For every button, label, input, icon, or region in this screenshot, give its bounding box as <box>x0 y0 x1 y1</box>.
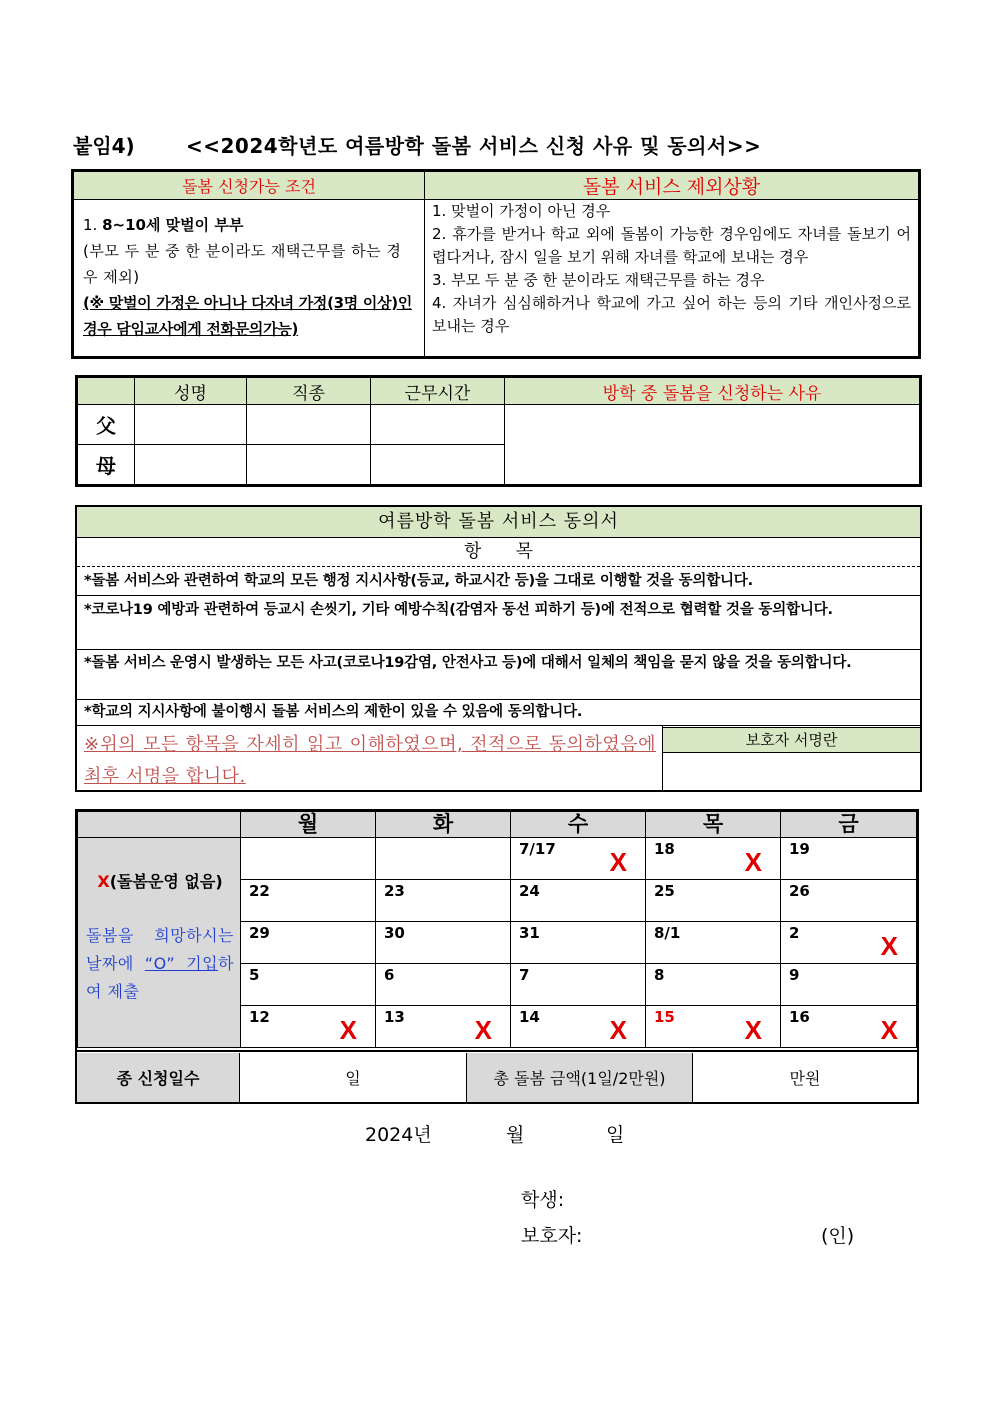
weekday-fri: 금 <box>781 812 917 838</box>
legend-instruction: 돌봄을 희망하시는 날짜에 “O” 기입하여 제출 <box>86 926 234 1001</box>
day-number: 22 <box>249 882 270 900</box>
day-number: 31 <box>519 924 540 942</box>
hours-header: 근무시간 <box>371 378 505 405</box>
mother-hours-field[interactable] <box>371 445 505 485</box>
calendar-corner <box>78 812 241 838</box>
day-number: 24 <box>519 882 540 900</box>
day-number: 13 <box>384 1008 405 1026</box>
page-title: <<2024학년도 여름방학 돌봄 서비스 신청 사유 및 동의서>> <box>186 134 762 158</box>
calendar-day-cell[interactable] <box>781 1006 917 1048</box>
exclusion-item: 3. 부모 두 분 중 한 분이라도 재택근무를 하는 경우 <box>432 271 765 289</box>
legend-line: X(돌봄운영 없음) <box>97 872 223 891</box>
eligible-item-1-note: (부모 두 분 중 한 분이라도 재택근무를 하는 경우 제외) <box>83 242 402 286</box>
day-number: 30 <box>384 924 405 942</box>
no-service-x-mark: X <box>339 1015 357 1045</box>
calendar-day-cell[interactable] <box>241 880 376 922</box>
signature-label: 보호자 서명란 <box>663 727 920 753</box>
eligible-conditions-header: 돌봄 신청가능 조건 <box>74 172 425 200</box>
day-number: 19 <box>789 840 810 858</box>
consent-title: 여름방학 돌봄 서비스 동의서 <box>77 507 920 538</box>
day-number: 8 <box>654 966 665 984</box>
day-number: 23 <box>384 882 405 900</box>
day-number: 5 <box>249 966 260 984</box>
no-service-x-mark: X <box>744 1015 762 1045</box>
calendar-day-cell[interactable] <box>511 1006 646 1048</box>
exclusion-conditions-cell <box>425 200 919 357</box>
day-number: 8/1 <box>654 924 681 942</box>
day-number: 2 <box>789 924 800 942</box>
calendar-day-cell[interactable] <box>511 880 646 922</box>
calendar-day-cell[interactable] <box>376 880 511 922</box>
day-number: 15 <box>654 1008 675 1026</box>
exclusion-conditions-header: 돌봄 서비스 제외상황 <box>425 172 919 200</box>
final-statement: ※위의 모든 항목을 자세히 읽고 이해하였으며, 전적으로 동의하였음에 최후 서명을 합니다. <box>84 734 656 787</box>
calendar-day-cell[interactable] <box>781 922 917 964</box>
day-number: 7/17 <box>519 840 556 858</box>
eligible-conditions-cell <box>74 200 425 357</box>
calendar-day-cell[interactable] <box>646 964 781 1006</box>
exclusion-item: 1. 맞벌이 가정이 아닌 경우 <box>432 202 611 220</box>
mother-name-field[interactable] <box>135 445 247 485</box>
calendar-day-cell[interactable] <box>646 1006 781 1048</box>
consent-item: *코로나19 예방과 관련하여 등교시 손씻기, 기타 예방수칙(감염자 동선 피하기 등)에 전적으로 협력할 것을 동의합니다. <box>84 602 833 618</box>
totals-table <box>77 1053 917 1102</box>
father-hours-field[interactable] <box>371 405 505 445</box>
job-header: 직종 <box>247 378 371 405</box>
date-day: 일 <box>606 1124 625 1146</box>
total-amount-label: 총 돌봄 금액(1일/2만원) <box>467 1053 693 1102</box>
weekday-thu: 목 <box>646 812 781 838</box>
signature-field[interactable] <box>663 752 920 790</box>
consent-item: *돌봄 서비스와 관련하여 학교의 모든 행정 지시사항(등교, 하교시간 등)을 그대로 이행할 것을 동의합니다. <box>84 573 753 589</box>
day-number: 7 <box>519 966 530 984</box>
calendar-day-cell[interactable] <box>511 964 646 1006</box>
reason-header: 방학 중 돌봄을 신청하는 사유 <box>505 378 920 405</box>
day-number: 9 <box>789 966 800 984</box>
no-service-x-mark: X <box>609 1015 627 1045</box>
day-number: 12 <box>249 1008 270 1026</box>
no-service-x-mark: X <box>474 1015 492 1045</box>
calendar-day-cell[interactable] <box>511 838 646 880</box>
calendar-legend <box>78 838 241 1048</box>
items-header: 항 목 <box>77 538 920 567</box>
exclusion-item: 4. 자녀가 심심해하거나 학교에 가고 싶어 하는 등의 기타 개인사정으로 보내는 경우 <box>432 294 911 335</box>
total-days-field[interactable]: 일 <box>240 1053 467 1102</box>
conditions-table <box>71 169 921 359</box>
calendar-day-cell[interactable] <box>376 838 511 880</box>
calendar-day-cell[interactable] <box>241 1006 376 1048</box>
father-name-field[interactable] <box>135 405 247 445</box>
calendar-day-cell[interactable] <box>781 838 917 880</box>
weekday-mon: 월 <box>241 812 376 838</box>
guardian-label: 보호자: <box>521 1225 583 1247</box>
weekday-wed: 수 <box>511 812 646 838</box>
calendar-day-cell[interactable] <box>241 964 376 1006</box>
father-job-field[interactable] <box>247 405 371 445</box>
day-number: 14 <box>519 1008 540 1026</box>
consent-item: *돌봄 서비스 운영시 발생하는 모든 사고(코로나19감염, 안전사고 등)에 대해서 일체의 책임을 묻지 않을 것을 동의합니다. <box>84 655 852 671</box>
exclusion-item: 2. 휴가를 받거나 학교 외에 돌봄이 가능한 경우임에도 자녀를 돌보기 어렵다거나, 잠시 일을 보기 위해 자녀를 학교에 보내는 경우 <box>432 225 911 266</box>
father-label: 父 <box>78 405 135 445</box>
date-month: 월 <box>506 1124 525 1146</box>
calendar-day-cell[interactable] <box>376 964 511 1006</box>
total-days-label: 종 신청일수 <box>77 1053 240 1102</box>
day-number: 29 <box>249 924 270 942</box>
day-number: 25 <box>654 882 675 900</box>
eligible-item-1: 1. 8~10세 맞벌이 부부 <box>83 216 244 234</box>
mother-job-field[interactable] <box>247 445 371 485</box>
student-label: 학생: <box>521 1189 565 1211</box>
calendar-day-cell[interactable] <box>646 838 781 880</box>
consent-form <box>75 505 922 792</box>
day-number: 16 <box>789 1008 810 1026</box>
consent-item: *학교의 지시사항에 불이행시 돌봄 서비스의 제한이 있을 수 있음에 동의합니다. <box>84 704 583 720</box>
mother-label: 母 <box>78 445 135 485</box>
no-service-x-mark: X <box>880 931 898 961</box>
attachment-label: 붙임4) <box>73 134 135 158</box>
corner-cell <box>78 378 135 405</box>
calendar-day-cell[interactable] <box>646 922 781 964</box>
reason-field[interactable] <box>505 405 920 485</box>
eligible-item-2: (※ 맞벌이 가정은 아니나 다자녀 가정(3명 이상)인 경우 담임교사에게 전화문의가능) <box>83 294 413 338</box>
no-service-x-mark: X <box>880 1015 898 1045</box>
calendar-day-cell[interactable] <box>376 1006 511 1048</box>
name-header: 성명 <box>135 378 247 405</box>
calendar-day-cell[interactable] <box>781 880 917 922</box>
calendar-day-cell[interactable] <box>646 880 781 922</box>
calendar-day-cell[interactable] <box>781 964 917 1006</box>
calendar-day-cell[interactable] <box>511 922 646 964</box>
calendar-day-cell[interactable] <box>241 838 376 880</box>
weekday-tue: 화 <box>376 812 511 838</box>
day-number: 18 <box>654 840 675 858</box>
calendar-day-cell[interactable] <box>241 922 376 964</box>
calendar-section <box>75 809 919 1104</box>
no-service-x-mark: X <box>609 847 627 877</box>
no-service-x-mark: X <box>744 847 762 877</box>
seal-mark: (인) <box>821 1225 855 1247</box>
day-number: 6 <box>384 966 395 984</box>
parents-table <box>75 375 922 487</box>
date-year: 2024년 <box>365 1124 432 1146</box>
calendar-day-cell[interactable] <box>376 922 511 964</box>
total-amount-field[interactable]: 만원 <box>789 1069 821 1088</box>
day-number: 26 <box>789 882 810 900</box>
